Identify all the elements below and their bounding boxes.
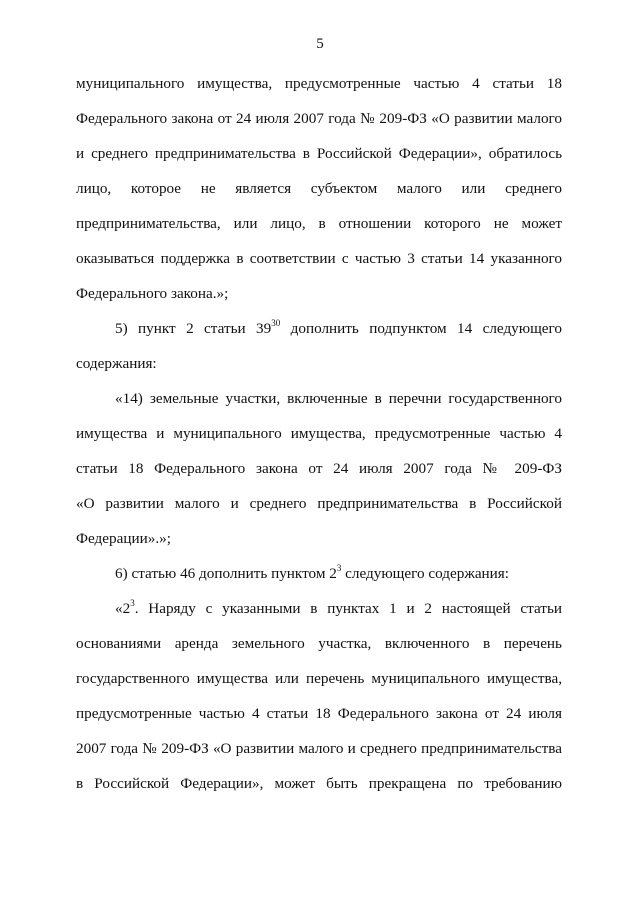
text-line: оказываться поддержка в соответствии с частью 3 статьи 14 указанного xyxy=(76,250,562,267)
superscript: 30 xyxy=(271,317,281,328)
text-line: лицо, которое не является субъектом малого или среднего xyxy=(76,180,562,197)
superscript: 3 xyxy=(336,562,342,573)
text-segment: 5) пункт 2 статьи 39 xyxy=(115,320,272,337)
text-segment: 6) статью 46 дополнить пунктом 2 xyxy=(115,565,337,582)
page-number: 5 xyxy=(316,36,324,52)
text-line-item-6 xyxy=(115,564,562,584)
text-line: и среднего предпринимательства в Российской Федерации», обратилось xyxy=(76,145,562,162)
text-line-item-5 xyxy=(115,319,562,339)
text-line: государственного имущества или перечень муниципального имущества, xyxy=(76,670,562,687)
text-line: 2007 года № 209-ФЗ «О развитии малого и среднего предпринимательства xyxy=(76,740,562,757)
text-segment: . Наряду с указанными в пунктах 1 и 2 настоящей статьи xyxy=(134,600,562,617)
text-segment: следующего содержания: xyxy=(341,565,510,582)
text-line: предпринимательства, или лицо, в отношении которого не может xyxy=(76,215,562,232)
text-line-clause-2-3 xyxy=(115,599,562,619)
text-line: Федерации».»; xyxy=(76,530,171,547)
text-line: статьи 18 Федерального закона от 24 июля 2007 года № 209-ФЗ xyxy=(76,460,562,477)
text-line: «О развитии малого и среднего предпринимательства в Российской xyxy=(76,495,562,512)
text-segment: «2 xyxy=(115,600,131,617)
text-line: «14) земельные участки, включенные в перечни государственного xyxy=(115,390,562,407)
text-line: муниципального имущества, предусмотренные частью 4 статьи 18 xyxy=(76,75,562,92)
text-line: предусмотренные частью 4 статьи 18 Федерального закона от 24 июля xyxy=(76,705,562,722)
text-line: Федерального закона от 24 июля 2007 года № 209-ФЗ «О развитии малого xyxy=(76,110,562,127)
text-line: Федерального закона.»; xyxy=(76,285,229,302)
superscript: 3 xyxy=(130,597,135,608)
text-line: имущества и муниципального имущества, предусмотренные частью 4 xyxy=(76,425,562,442)
text-segment: дополнить подпунктом 14 следующего xyxy=(280,320,562,337)
text-line: в Российской Федерации», может быть прекращена по требованию xyxy=(76,775,562,792)
text-line: содержания: xyxy=(76,355,157,372)
text-line: основаниями аренда земельного участка, включенного в перечень xyxy=(76,635,562,652)
